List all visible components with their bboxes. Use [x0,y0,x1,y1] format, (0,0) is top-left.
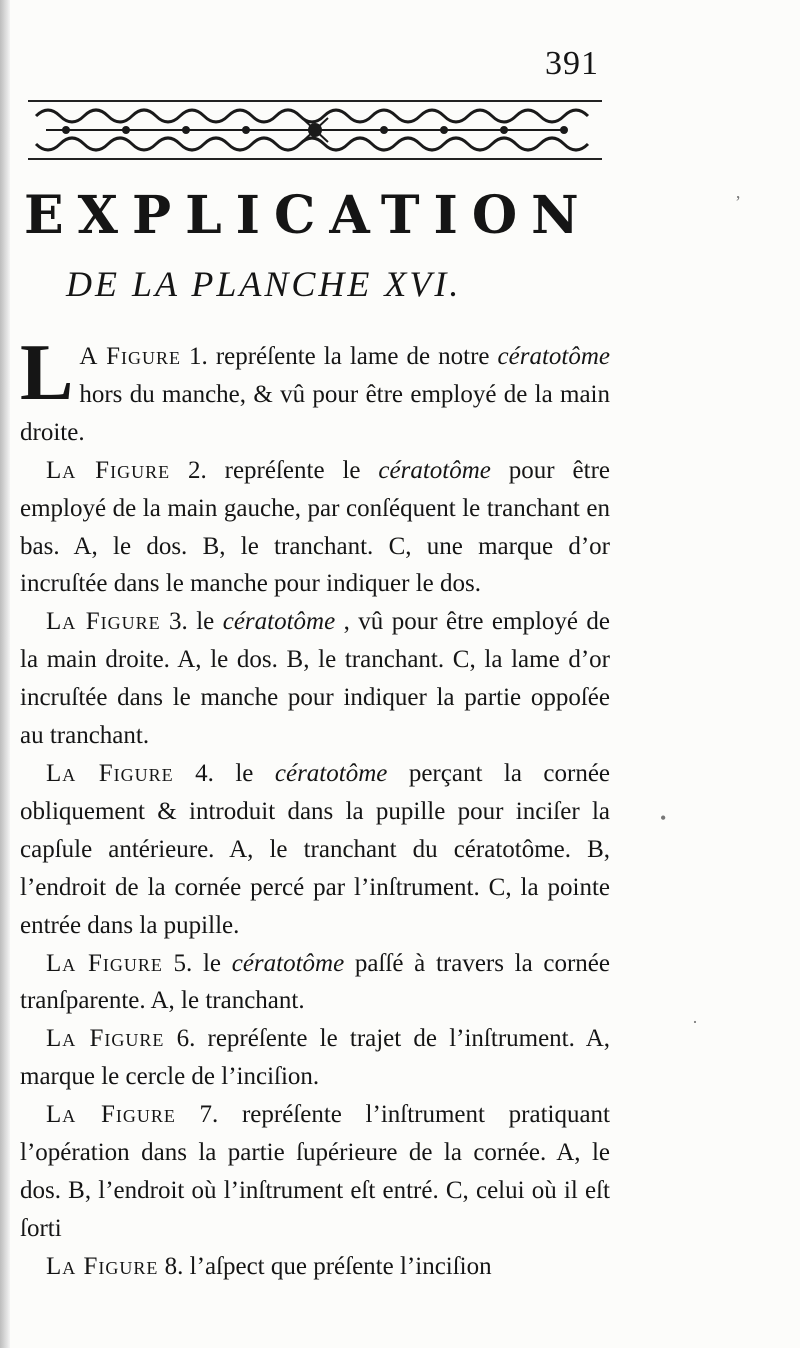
paragraph-text: perçant la cornée obliquement & introduit dans la pupille pour inciſer la capſule antérieure. A, le tranchant du cératotôme. B, l’endroit de la cornée percé par l’inſtrument. C, la pointe entrée dans la pupille. [20,759,611,939]
paragraph-text: 4. le [173,759,275,787]
figure-label: La Figure [46,1252,159,1280]
paragraph-text: pour être employé de la main gauche, par conſéquent le tranchant en bas. A, le dos. B, le tranchant. C, une marque d’or incruſtée dans le manche pour indiquer le dos. [20,456,610,598]
italic-term: cératotôme [231,949,345,977]
figure-label: La Figure [46,608,161,636]
decorative-ornament-band [26,94,604,166]
page-title: EXPLICATION [24,185,593,246]
page-subtitle: DE LA PLANCHE XVI. [66,264,462,304]
page-gutter-shadow [0,0,10,1348]
paragraph-text: 3. le [160,608,223,636]
paragraph-figure-8 [20,1248,610,1286]
figure-label: La Figure [46,949,163,977]
figure-label: A Figure [79,343,181,370]
figure-label: La Figure [46,759,174,787]
paragraph-text: , vû pour être employé de la main droite. A, le dos. B, le tranchant. C, la lame d’or incruſtée dans le manche pour indiquer la partie oppoſée au tranchant. [20,608,611,750]
italic-term: cératotôme [222,608,336,636]
italic-term: cératotôme [274,759,388,787]
paragraph-figure-2 [20,452,610,604]
paragraph-text: 6. repréſente le trajet de l’inſtrument. A, marque le cercle de l’inciſion. [20,1025,610,1091]
book-page: 391 EXPLICATION DE LA PLANCHE XVI. L A Figure 1. repréſente la lame de notre cératotôme hors du manche, & vû pour être employé de la main droite. La Figure 2. repréſente le cératotôme pour être employé de la main gauche, par conſéquent le tranchant en bas. A, le dos. B, le tranchant. C, une marque d’or incruſtée dans le manche pour indiquer le dos. La Figure 3. le cératotôme , vû pour être employé de la main droite. A, le dos. B, le tranchant. C, la lame d’or incruſtée dans le manche pour indiquer la partie oppoſée au tranchant. La Figure 4. le cératotôme perçant la cornée obliquement & introduit dans la pupille pour inciſer la capſule antérieure. A, le tranchant du cératotôme. B, l’endroit de la cornée percé par l’inſtrument. C, la pointe entrée dans la pupille. La Figure 5. le cératotôme paſſé à travers la cornée tranſparente. A, le tranchant. La Figure 6. repréſente le trajet de l’inſtrument. A, marque le cercle de l’inciſion. La Figure 7. repréſente l’inſtrument pratiquant l’opération dans la partie ſupérieure de la cornée. A, le dos. B, l’endroit où l’inſtrument eſt entré. C, celui où il eſt ſorti La Figure 8. l’aſpect que préſente l’inciſion ʼ • · [0,0,800,1348]
paragraph-figure-3 [20,603,610,755]
paragraph-text: 1. repréſente la lame de notre [180,343,498,370]
italic-term: cératotôme [378,456,491,484]
paragraph-text: hors du manche, & vû pour être employé de la main droite. [20,380,610,446]
body-text [20,329,611,1286]
paragraph-figure-7 [20,1096,610,1248]
paragraph-figure-6 [20,1020,610,1096]
figure-label: La Figure [46,456,171,484]
paragraph-text: paſſé à travers la cornée tranſparente. A, le tranchant. [20,949,611,1015]
paragraph-text: 8. l’aſpect que préſente l’inciſion [158,1252,492,1280]
paragraph-text: 2. repréſente le [170,456,379,484]
figure-label: La Figure [46,1101,176,1129]
paragraph-text: 5. le [162,949,232,977]
paragraph-figure-5 [20,945,610,1021]
drop-cap: L [20,329,74,417]
paragraph-text: 7. repréſente l’inſtrument pratiquant l’opération dans la partie ſupérieure de la cornée. A, le dos. B, l’endroit où l’inſtrument eſt entré. C, celui où il eſt ſorti [20,1101,610,1242]
page-number: 391 [545,45,599,82]
paragraph-figure-4 [20,755,610,945]
figure-label: La Figure [46,1025,165,1053]
paragraph-figure-1 [20,329,610,452]
italic-term: cératotôme [497,343,610,370]
